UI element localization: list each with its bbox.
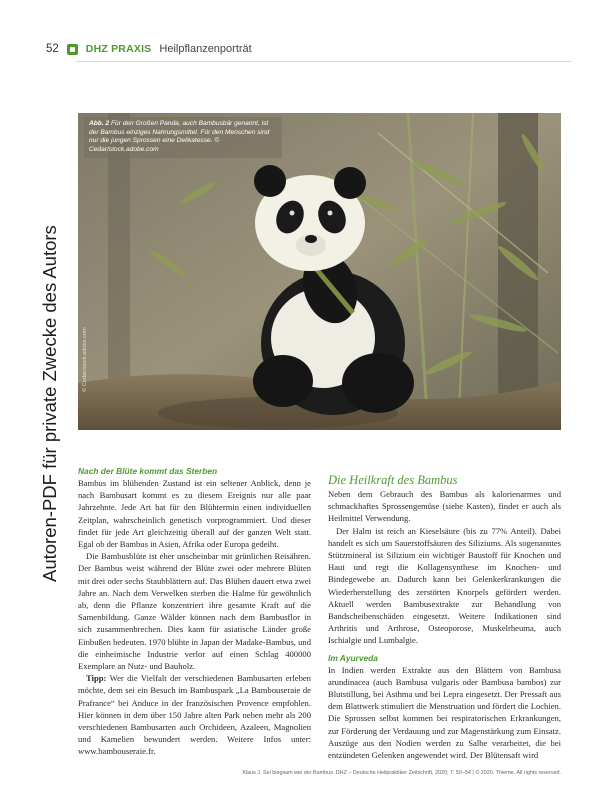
section-title: Die Heilkraft des Bambus — [328, 473, 458, 487]
subhead-bluete: Nach der Blüte kommt das Sterben — [78, 466, 218, 476]
paragraph: Neben dem Gebrauch des Bambus als kalorienarmes und schmackhaftes Sprossengemüse (siehe Kasten), findet er auch als Heilmittel Verwendung. — [328, 489, 561, 524]
dhz-logo-icon — [67, 44, 78, 55]
tip-text: Wer die Vielfalt der verschiedenen Bambusarten erleben möchte, dem sei ein Besuch im Bambuspark „La Bambouseraie de Prafrance“ bei Anduce in der französischen Provence empfohlen. Hier können in dem über 150 Jahre alten Park neben mehr als 200 verschiedenen Bambusarten auch Orchideen, Azaleen, Magnolien und Kamelien bewundert werden. Weitere Infos unter: www.bambouseraie.fr. — [78, 673, 311, 757]
subhead-ayurveda: Im Ayurveda — [328, 652, 378, 663]
panda-illustration — [78, 113, 561, 430]
photo-credit: © Cedar/stock.adobe.com — [82, 327, 88, 392]
section-name: Heilpflanzenporträt — [159, 43, 252, 55]
figure-label: Abb. 2 — [89, 120, 110, 127]
panda-photo — [78, 113, 561, 430]
journal-brand: DHZ PRAXIS — [85, 43, 152, 55]
right-column — [328, 472, 561, 761]
paragraph: Die Bambusblüte ist eher unscheinbar mit grünlichen Reisähren. Der Bambus weist während der Blüte zwei oder mehrere Blüten mit drei oder sechs Staubblättern auf. Das Blühen dauert etwa zwei Jahre an. Nach dem Verwelken sterben die Halme für gewöhnlich ab, denn die Pflanze konzentriert ihre gesamte Kraft auf die Samenbildung. Ganze Wälder können nach dem Bambusflor in sich zusammenbrechen. Dies kann für asiatische Länder große Einbußen bedeuten. 1970 blühte in Japan der Madake-Bambus, und die einheimische Industrie verlor auf einen Schlag 400000 Exemplare an Nutz- und Bauholz. — [78, 551, 311, 672]
page-header — [46, 41, 252, 57]
tip-paragraph — [78, 672, 311, 757]
citation-footer: Klaus J. Sei biegsam wie der Bambus. DHZ – Deutsche Heilpraktiker Zeitschrift, 2020; 7: 50–54 | © 2020. Thieme. All rights reserved. — [242, 770, 561, 776]
figure-caption-text: Für den Großen Panda, auch Bambusbär genannt, ist der Bambus einziges Nahrungsmittel. Für den Menschen sind nur die jungen Sprossen eine Delikatesse. © Cedar/stock.adobe.com — [89, 120, 270, 154]
left-column — [78, 465, 311, 758]
paragraph: Bambus im blühenden Zustand ist ein seltener Anblick, denn je nach Bambusart kommt es zu diesem Ereignis nur alle paar Jahrzehnte. Jede Art hat für den Blühtermin einen individuellen Zeitplan, wahrscheinlich genetisch vorprogrammiert. Und dieser findet für jede Art gleichzeitig überall auf der ganzen Welt statt. Egal ob der Bambus in Asien, Afrika oder Europa gedeiht. — [78, 478, 311, 550]
paragraph: Der Halm ist reich an Kieselsäure (bis zu 77% Anteil). Dabei handelt es sich um Sauerstoffsäuren des Siliziums. Als sogenanntes Stützmineral ist Silizium ein wichtiger Baustoff für Knochen und Haut und regt die Kollagensynthese im Knochen- und Bindegewebe an. Dadurch kann bei Gelenkerkrankungen die Wiederherstellung des zerstörten Knorpels gefördert werden. Aktuell werden Bambusextrakte zur Behandlung von Bandscheibenschäden eingesetzt. Weitere Indikationen sind Arthritis und Arthrose, Osteoporose, Muskelrheuma, auch Ischialgie und Lumbalgie. — [328, 525, 561, 646]
figure-caption — [84, 117, 282, 158]
author-pdf-side-note: Autoren-PDF für private Zwecke des Autors — [39, 225, 60, 582]
page-number: 52 — [46, 43, 59, 55]
header-divider — [76, 61, 572, 62]
paragraph: In Indien werden Extrakte aus den Blättern von Bambusa arundinacea (auch Bambusa vulgaris oder Bambusa bambos) zur Blutstillung, bei Asthma und bei Lepra eingesetzt. Der Pressaft aus dem Blattwerk stimuliert die Menstruation und fördert die Lochien. Die Sprossen selbst kommen bei respiratorischen Erkrankungen, zur Förderung der Verdauung und zur Magenstärkung zum Einsatz. Auszüge aus den Nodien werden zu Salbe verarbeitet, die bei entzündeten Gelenken angewendet wird. Der Blütensaft wird — [328, 664, 561, 761]
tip-label: Tipp: — [86, 673, 107, 684]
